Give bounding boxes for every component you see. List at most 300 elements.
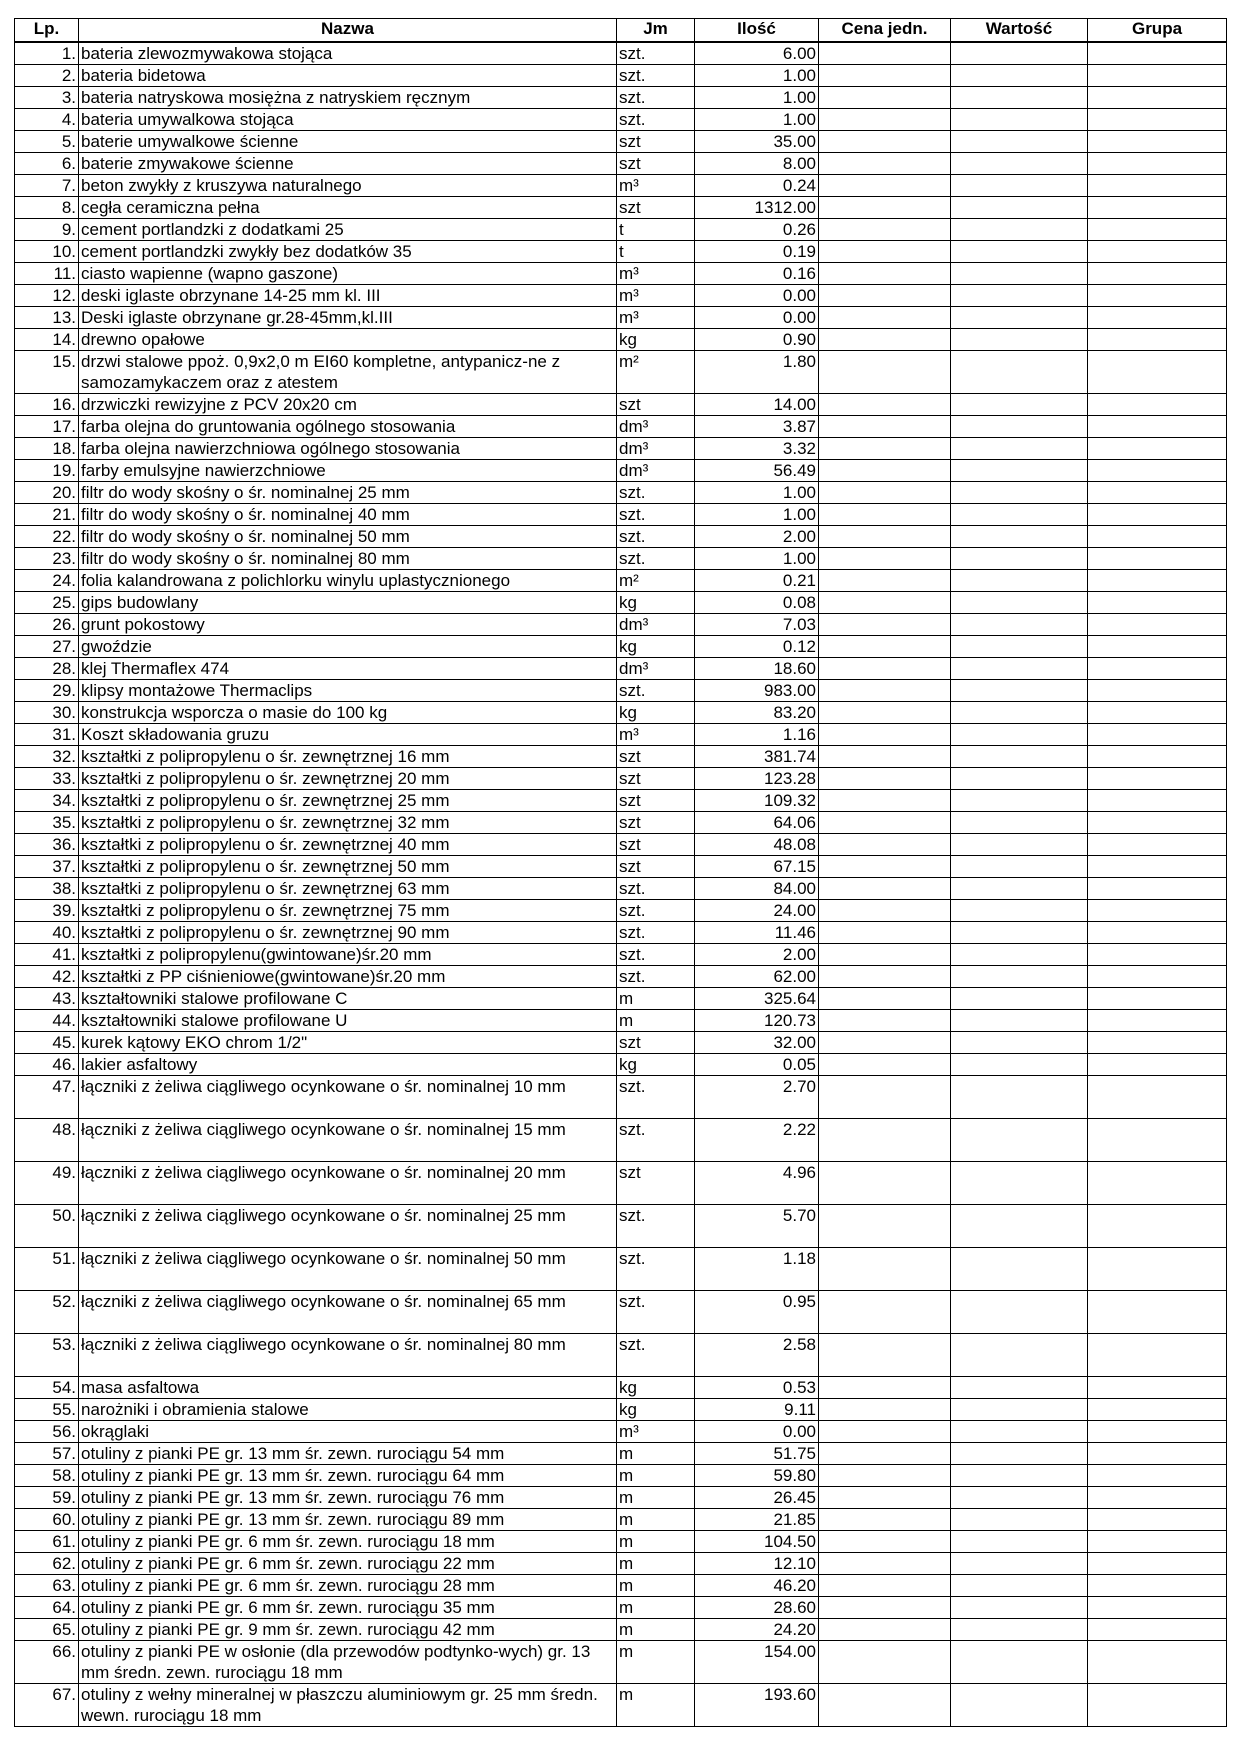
row-unit-price-cell [819, 1531, 951, 1553]
row-value-cell [951, 856, 1088, 878]
row-unit-price-cell [819, 482, 951, 504]
row-quantity-cell: 3.87 [695, 416, 819, 438]
row-group-cell [1088, 944, 1227, 966]
row-value-cell [951, 307, 1088, 329]
row-quantity-cell: 26.45 [695, 1487, 819, 1509]
row-unit-price-cell [819, 702, 951, 724]
row-name-cell: folia kalandrowana z polichlorku winylu uplastycznionego [79, 570, 617, 592]
row-unit-price-cell [819, 460, 951, 482]
row-value-cell [951, 351, 1088, 394]
table-row [15, 438, 1227, 460]
row-value-cell [951, 1162, 1088, 1205]
row-unit-cell: szt [617, 131, 695, 153]
row-quantity-cell: 11.46 [695, 922, 819, 944]
row-value-cell [951, 1487, 1088, 1509]
row-value-cell [951, 724, 1088, 746]
row-unit-price-cell [819, 636, 951, 658]
row-unit-price-cell [819, 680, 951, 702]
row-group-cell [1088, 1377, 1227, 1399]
row-name-cell: kształtki z polipropylenu o śr. zewnętrznej 32 mm [79, 812, 617, 834]
row-group-cell [1088, 504, 1227, 526]
row-unit-price-cell [819, 526, 951, 548]
row-quantity-cell: 193.60 [695, 1684, 819, 1727]
row-lp-cell: 4. [15, 109, 79, 131]
row-lp-cell: 17. [15, 416, 79, 438]
row-lp-cell: 57. [15, 1443, 79, 1465]
table-row [15, 1421, 1227, 1443]
row-name-cell: cement portlandzki zwykły bez dodatków 35 [79, 241, 617, 263]
row-unit-price-cell [819, 504, 951, 526]
row-group-cell [1088, 1399, 1227, 1421]
table-row [15, 702, 1227, 724]
row-value-cell [951, 900, 1088, 922]
row-value-cell [951, 504, 1088, 526]
row-lp-cell: 10. [15, 241, 79, 263]
table-row [15, 42, 1227, 65]
row-quantity-cell: 8.00 [695, 153, 819, 175]
row-name-cell: kształtki z polipropylenu o śr. zewnętrznej 20 mm [79, 768, 617, 790]
row-quantity-cell: 3.32 [695, 438, 819, 460]
row-group-cell [1088, 1684, 1227, 1727]
row-value-cell [951, 482, 1088, 504]
table-row [15, 856, 1227, 878]
row-quantity-cell: 0.53 [695, 1377, 819, 1399]
row-unit-cell: dm³ [617, 460, 695, 482]
row-value-cell [951, 1509, 1088, 1531]
row-lp-cell: 44. [15, 1010, 79, 1032]
row-group-cell [1088, 812, 1227, 834]
row-name-cell: filtr do wody skośny o śr. nominalnej 40 mm [79, 504, 617, 526]
row-unit-price-cell [819, 1054, 951, 1076]
row-unit-cell: dm³ [617, 416, 695, 438]
table-row [15, 636, 1227, 658]
table-row [15, 1443, 1227, 1465]
row-unit-cell: szt [617, 812, 695, 834]
row-name-cell: beton zwykły z kruszywa naturalnego [79, 175, 617, 197]
row-lp-cell: 13. [15, 307, 79, 329]
row-unit-cell: m [617, 988, 695, 1010]
row-quantity-cell: 1.00 [695, 109, 819, 131]
row-lp-cell: 61. [15, 1531, 79, 1553]
row-unit-cell: m³ [617, 175, 695, 197]
row-name-cell: masa asfaltowa [79, 1377, 617, 1399]
row-name-cell: kształtki z polipropylenu o śr. zewnętrznej 63 mm [79, 878, 617, 900]
row-quantity-cell: 18.60 [695, 658, 819, 680]
row-name-cell: cegła ceramiczna pełna [79, 197, 617, 219]
row-lp-cell: 66. [15, 1641, 79, 1684]
header-row [15, 19, 1227, 43]
row-unit-price-cell [819, 1487, 951, 1509]
row-name-cell: łączniki z żeliwa ciągliwego ocynkowane o śr. nominalnej 80 mm [79, 1334, 617, 1377]
row-quantity-cell: 4.96 [695, 1162, 819, 1205]
row-unit-price-cell [819, 131, 951, 153]
table-row [15, 219, 1227, 241]
row-quantity-cell: 0.00 [695, 1421, 819, 1443]
row-lp-cell: 47. [15, 1076, 79, 1119]
row-unit-cell: dm³ [617, 658, 695, 680]
table-row [15, 1377, 1227, 1399]
table-row [15, 1032, 1227, 1054]
row-name-cell: otuliny z pianki PE gr. 6 mm śr. zewn. rurociągu 28 mm [79, 1575, 617, 1597]
row-name-cell: łączniki z żeliwa ciągliwego ocynkowane o śr. nominalnej 65 mm [79, 1291, 617, 1334]
row-unit-cell: dm³ [617, 614, 695, 636]
table-row [15, 1334, 1227, 1377]
row-unit-price-cell [819, 944, 951, 966]
row-unit-cell: m [617, 1684, 695, 1727]
row-quantity-cell: 5.70 [695, 1205, 819, 1248]
table-row [15, 1487, 1227, 1509]
row-group-cell [1088, 131, 1227, 153]
row-unit-cell: kg [617, 1399, 695, 1421]
row-group-cell [1088, 482, 1227, 504]
row-value-cell [951, 1575, 1088, 1597]
row-lp-cell: 40. [15, 922, 79, 944]
row-value-cell [951, 1553, 1088, 1575]
row-value-cell [951, 548, 1088, 570]
table-row [15, 878, 1227, 900]
row-group-cell [1088, 548, 1227, 570]
row-unit-cell: m³ [617, 285, 695, 307]
table-row [15, 1248, 1227, 1291]
row-quantity-cell: 109.32 [695, 790, 819, 812]
table-row [15, 1509, 1227, 1531]
row-unit-cell: szt [617, 197, 695, 219]
row-unit-price-cell [819, 966, 951, 988]
row-value-cell [951, 1421, 1088, 1443]
row-quantity-cell: 0.95 [695, 1291, 819, 1334]
row-name-cell: kształtki z polipropylenu o śr. zewnętrznej 75 mm [79, 900, 617, 922]
row-quantity-cell: 48.08 [695, 834, 819, 856]
row-unit-cell: szt. [617, 65, 695, 87]
table-row [15, 1684, 1227, 1727]
row-lp-cell: 50. [15, 1205, 79, 1248]
row-unit-price-cell [819, 175, 951, 197]
row-unit-price-cell [819, 1597, 951, 1619]
row-unit-cell: kg [617, 1054, 695, 1076]
table-row [15, 1465, 1227, 1487]
row-quantity-cell: 104.50 [695, 1531, 819, 1553]
row-lp-cell: 42. [15, 966, 79, 988]
row-unit-price-cell [819, 812, 951, 834]
table-row [15, 1597, 1227, 1619]
table-row [15, 1010, 1227, 1032]
row-unit-price-cell [819, 1443, 951, 1465]
row-name-cell: narożniki i obramienia stalowe [79, 1399, 617, 1421]
row-lp-cell: 27. [15, 636, 79, 658]
table-row [15, 724, 1227, 746]
row-name-cell: drzwi stalowe ppoż. 0,9x2,0 m EI60 kompletne, antypanicz-ne z samozamykaczem oraz z atestem [79, 351, 617, 394]
row-group-cell [1088, 1619, 1227, 1641]
row-lp-cell: 67. [15, 1684, 79, 1727]
row-name-cell: lakier asfaltowy [79, 1054, 617, 1076]
row-group-cell [1088, 1248, 1227, 1291]
row-lp-cell: 19. [15, 460, 79, 482]
row-quantity-cell: 0.19 [695, 241, 819, 263]
row-lp-cell: 16. [15, 394, 79, 416]
row-lp-cell: 62. [15, 1553, 79, 1575]
row-quantity-cell: 1.00 [695, 65, 819, 87]
row-group-cell [1088, 1575, 1227, 1597]
row-lp-cell: 20. [15, 482, 79, 504]
row-lp-cell: 29. [15, 680, 79, 702]
row-quantity-cell: 0.16 [695, 263, 819, 285]
row-value-cell [951, 285, 1088, 307]
row-group-cell [1088, 351, 1227, 394]
row-unit-cell: szt. [617, 1334, 695, 1377]
row-name-cell: kształtki z polipropylenu o śr. zewnętrznej 90 mm [79, 922, 617, 944]
row-unit-cell: kg [617, 592, 695, 614]
row-group-cell [1088, 1597, 1227, 1619]
row-lp-cell: 60. [15, 1509, 79, 1531]
row-quantity-cell: 35.00 [695, 131, 819, 153]
row-unit-cell: szt. [617, 878, 695, 900]
row-unit-cell: m² [617, 570, 695, 592]
row-unit-cell: szt. [617, 944, 695, 966]
row-group-cell [1088, 1465, 1227, 1487]
row-unit-cell: m [617, 1553, 695, 1575]
table-row [15, 680, 1227, 702]
row-unit-price-cell [819, 351, 951, 394]
row-unit-cell: szt. [617, 680, 695, 702]
row-unit-price-cell [819, 614, 951, 636]
row-unit-cell: szt. [617, 482, 695, 504]
table-row [15, 614, 1227, 636]
row-lp-cell: 45. [15, 1032, 79, 1054]
row-group-cell [1088, 241, 1227, 263]
row-value-cell [951, 614, 1088, 636]
table-row [15, 351, 1227, 394]
row-value-cell [951, 1054, 1088, 1076]
row-quantity-cell: 59.80 [695, 1465, 819, 1487]
row-group-cell [1088, 329, 1227, 351]
row-lp-cell: 36. [15, 834, 79, 856]
row-name-cell: filtr do wody skośny o śr. nominalnej 50 mm [79, 526, 617, 548]
row-value-cell [951, 790, 1088, 812]
row-value-cell [951, 768, 1088, 790]
row-value-cell [951, 988, 1088, 1010]
row-unit-price-cell [819, 1641, 951, 1684]
row-value-cell [951, 1205, 1088, 1248]
row-value-cell [951, 438, 1088, 460]
row-unit-price-cell [819, 1509, 951, 1531]
row-lp-cell: 53. [15, 1334, 79, 1377]
header-lp: Lp. [15, 19, 79, 43]
row-unit-price-cell [819, 329, 951, 351]
row-value-cell [951, 131, 1088, 153]
table-row [15, 812, 1227, 834]
row-quantity-cell: 2.58 [695, 1334, 819, 1377]
row-value-cell [951, 241, 1088, 263]
row-unit-cell: szt. [617, 900, 695, 922]
row-group-cell [1088, 680, 1227, 702]
row-unit-price-cell [819, 1619, 951, 1641]
row-quantity-cell: 1.00 [695, 482, 819, 504]
row-value-cell [951, 1399, 1088, 1421]
row-group-cell [1088, 614, 1227, 636]
row-unit-cell: szt. [617, 922, 695, 944]
row-value-cell [951, 812, 1088, 834]
row-name-cell: otuliny z pianki PE gr. 6 mm śr. zewn. rurociągu 22 mm [79, 1553, 617, 1575]
row-lp-cell: 24. [15, 570, 79, 592]
row-name-cell: bateria natryskowa mosiężna z natryskiem ręcznym [79, 87, 617, 109]
row-name-cell: farby emulsyjne nawierzchniowe [79, 460, 617, 482]
row-name-cell: kształtki z polipropylenu o śr. zewnętrznej 40 mm [79, 834, 617, 856]
row-quantity-cell: 1.00 [695, 548, 819, 570]
row-unit-price-cell [819, 900, 951, 922]
row-value-cell [951, 746, 1088, 768]
table-row [15, 1119, 1227, 1162]
row-quantity-cell: 67.15 [695, 856, 819, 878]
table-row [15, 1641, 1227, 1684]
row-group-cell [1088, 1054, 1227, 1076]
row-lp-cell: 41. [15, 944, 79, 966]
row-unit-price-cell [819, 1076, 951, 1119]
row-name-cell: drzwiczki rewizyjne z PCV 20x20 cm [79, 394, 617, 416]
row-unit-price-cell [819, 1575, 951, 1597]
row-unit-price-cell [819, 724, 951, 746]
row-unit-price-cell [819, 1334, 951, 1377]
row-unit-price-cell [819, 1684, 951, 1727]
row-group-cell [1088, 922, 1227, 944]
row-lp-cell: 38. [15, 878, 79, 900]
row-lp-cell: 8. [15, 197, 79, 219]
row-group-cell [1088, 1010, 1227, 1032]
row-unit-cell: t [617, 219, 695, 241]
row-unit-cell: szt [617, 746, 695, 768]
row-name-cell: otuliny z pianki PE gr. 13 mm śr. zewn. rurociągu 89 mm [79, 1509, 617, 1531]
row-name-cell: bateria bidetowa [79, 65, 617, 87]
row-group-cell [1088, 460, 1227, 482]
row-group-cell [1088, 307, 1227, 329]
table-row [15, 790, 1227, 812]
row-value-cell [951, 1119, 1088, 1162]
row-value-cell [951, 1684, 1088, 1727]
row-value-cell [951, 834, 1088, 856]
row-quantity-cell: 0.90 [695, 329, 819, 351]
row-group-cell [1088, 1641, 1227, 1684]
row-unit-price-cell [819, 263, 951, 285]
row-name-cell: filtr do wody skośny o śr. nominalnej 80 mm [79, 548, 617, 570]
table-row [15, 768, 1227, 790]
table-row [15, 329, 1227, 351]
row-lp-cell: 54. [15, 1377, 79, 1399]
row-unit-cell: szt [617, 394, 695, 416]
row-group-cell [1088, 702, 1227, 724]
row-group-cell [1088, 42, 1227, 65]
row-name-cell: kształtowniki stalowe profilowane U [79, 1010, 617, 1032]
table-row [15, 548, 1227, 570]
row-lp-cell: 52. [15, 1291, 79, 1334]
row-name-cell: otuliny z pianki PE w osłonie (dla przewodów podtynko-wych) gr. 13 mm średn. zewn. rurociągu 18 mm [79, 1641, 617, 1684]
row-group-cell [1088, 900, 1227, 922]
row-unit-price-cell [819, 988, 951, 1010]
row-lp-cell: 55. [15, 1399, 79, 1421]
row-quantity-cell: 1.00 [695, 504, 819, 526]
row-quantity-cell: 381.74 [695, 746, 819, 768]
row-name-cell: kształtki z polipropylenu(gwintowane)śr.20 mm [79, 944, 617, 966]
row-lp-cell: 39. [15, 900, 79, 922]
row-lp-cell: 59. [15, 1487, 79, 1509]
table-row [15, 1553, 1227, 1575]
row-value-cell [951, 680, 1088, 702]
row-name-cell: otuliny z pianki PE gr. 6 mm śr. zewn. rurociągu 18 mm [79, 1531, 617, 1553]
row-value-cell [951, 1377, 1088, 1399]
row-quantity-cell: 1.18 [695, 1248, 819, 1291]
row-value-cell [951, 878, 1088, 900]
row-value-cell [951, 570, 1088, 592]
row-unit-cell: t [617, 241, 695, 263]
row-group-cell [1088, 570, 1227, 592]
row-lp-cell: 3. [15, 87, 79, 109]
row-value-cell [951, 1032, 1088, 1054]
row-unit-cell: szt. [617, 87, 695, 109]
table-row [15, 197, 1227, 219]
row-value-cell [951, 592, 1088, 614]
row-unit-price-cell [819, 1248, 951, 1291]
row-value-cell [951, 109, 1088, 131]
row-unit-cell: kg [617, 329, 695, 351]
row-lp-cell: 1. [15, 42, 79, 65]
row-quantity-cell: 2.00 [695, 526, 819, 548]
row-quantity-cell: 325.64 [695, 988, 819, 1010]
row-unit-cell: szt. [617, 526, 695, 548]
row-quantity-cell: 0.00 [695, 285, 819, 307]
table-row [15, 131, 1227, 153]
table-row [15, 1291, 1227, 1334]
table-row [15, 1162, 1227, 1205]
row-name-cell: kształtki z polipropylenu o śr. zewnętrznej 25 mm [79, 790, 617, 812]
row-group-cell [1088, 658, 1227, 680]
row-unit-cell: szt. [617, 1248, 695, 1291]
row-unit-cell: m³ [617, 724, 695, 746]
row-group-cell [1088, 438, 1227, 460]
row-lp-cell: 11. [15, 263, 79, 285]
row-unit-cell: szt [617, 1032, 695, 1054]
table-header [15, 19, 1227, 43]
row-unit-cell: m [617, 1619, 695, 1641]
row-unit-cell: m [617, 1531, 695, 1553]
table-row [15, 526, 1227, 548]
row-lp-cell: 18. [15, 438, 79, 460]
row-unit-cell: szt [617, 1162, 695, 1205]
row-group-cell [1088, 153, 1227, 175]
row-lp-cell: 7. [15, 175, 79, 197]
row-name-cell: bateria zlewozmywakowa stojąca [79, 42, 617, 65]
row-name-cell: kształtki z polipropylenu o śr. zewnętrznej 16 mm [79, 746, 617, 768]
row-group-cell [1088, 988, 1227, 1010]
row-unit-price-cell [819, 1399, 951, 1421]
row-lp-cell: 49. [15, 1162, 79, 1205]
row-group-cell [1088, 175, 1227, 197]
row-name-cell: otuliny z pianki PE gr. 6 mm śr. zewn. rurociągu 35 mm [79, 1597, 617, 1619]
table-row [15, 504, 1227, 526]
row-unit-cell: szt. [617, 548, 695, 570]
row-name-cell: farba olejna do gruntowania ogólnego stosowania [79, 416, 617, 438]
row-value-cell [951, 1465, 1088, 1487]
row-group-cell [1088, 1119, 1227, 1162]
header-jm: Jm [617, 19, 695, 43]
row-name-cell: kształtowniki stalowe profilowane C [79, 988, 617, 1010]
table-row [15, 307, 1227, 329]
row-quantity-cell: 1.16 [695, 724, 819, 746]
row-quantity-cell: 83.20 [695, 702, 819, 724]
row-name-cell: otuliny z pianki PE gr. 13 mm śr. zewn. rurociągu 64 mm [79, 1465, 617, 1487]
row-unit-price-cell [819, 438, 951, 460]
table-row [15, 570, 1227, 592]
document-page [14, 18, 1226, 1727]
row-unit-cell: m³ [617, 263, 695, 285]
row-unit-cell: m³ [617, 307, 695, 329]
